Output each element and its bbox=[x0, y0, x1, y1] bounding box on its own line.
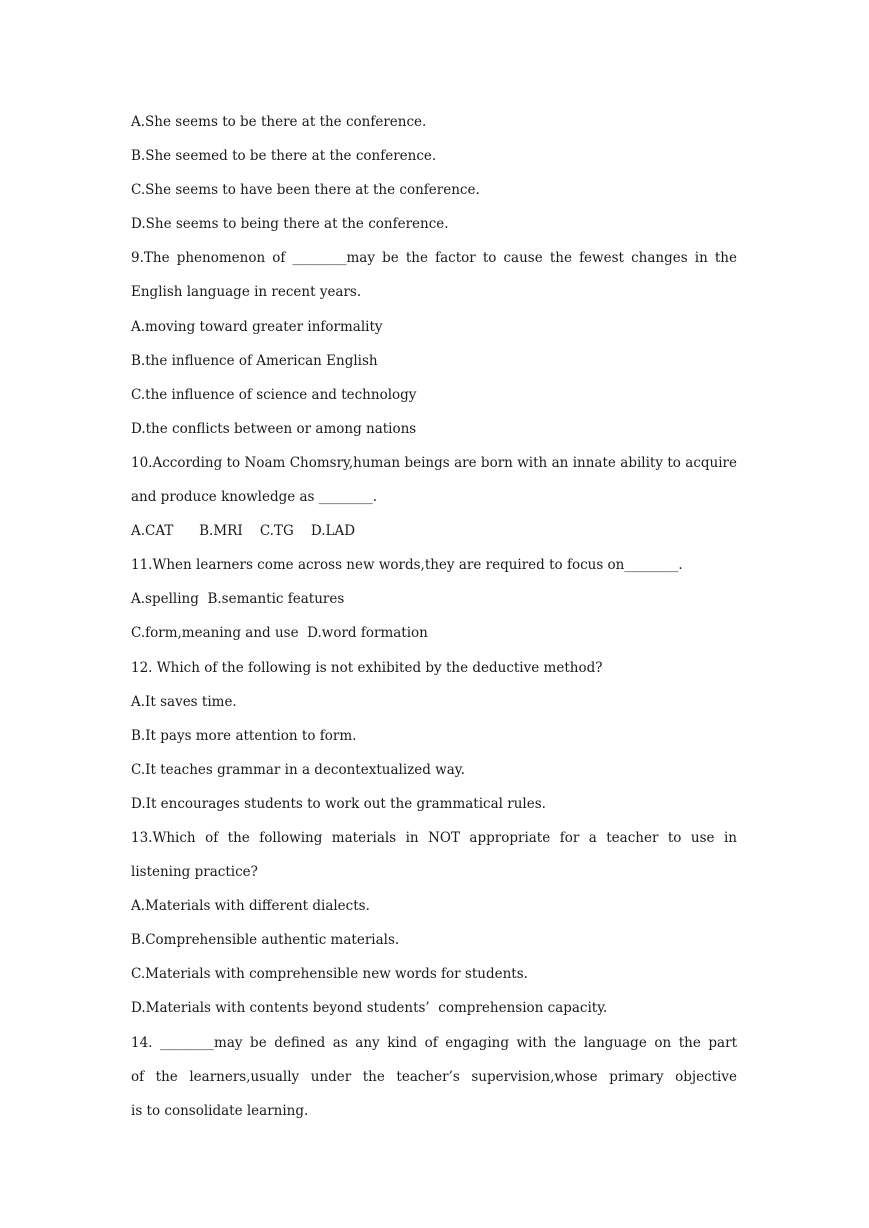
text-line: B.She seemed to be there at the conference. bbox=[131, 148, 437, 165]
text-line: listening practice? bbox=[131, 864, 258, 881]
text-line: C.the influence of science and technology bbox=[131, 386, 417, 403]
text-line: 12. Which of the following is not exhibited by the deductive method? bbox=[131, 659, 603, 676]
text-line: A.moving toward greater informality bbox=[131, 318, 383, 335]
document-body bbox=[131, 112, 737, 1135]
text-line: D.She seems to being there at the conference. bbox=[131, 216, 449, 233]
text-line: D.Materials with contents beyond students’ comprehension capacity. bbox=[131, 1000, 608, 1017]
text-line: A.It saves time. bbox=[131, 693, 237, 710]
text-line: English language in recent years. bbox=[131, 284, 362, 301]
text-line: A.Materials with different dialects. bbox=[131, 898, 370, 915]
text-line: 11.When learners come across new words,they are required to focus on________. bbox=[131, 557, 683, 574]
text-line: 9.The phenomenon of ________may be the factor to cause the fewest changes in the bbox=[131, 250, 737, 267]
text-line: B.Comprehensible authentic materials. bbox=[131, 932, 400, 949]
text-line: C.It teaches grammar in a decontextualized way. bbox=[131, 761, 465, 778]
text-line: C.She seems to have been there at the conference. bbox=[131, 182, 480, 199]
text-line: 13.Which of the following materials in NOT appropriate for a teacher to use in bbox=[131, 829, 737, 846]
text-line: 14. ________may be defined as any kind of engaging with the language on the part bbox=[131, 1034, 737, 1051]
text-line: A.spelling B.semantic features bbox=[131, 591, 345, 608]
text-line: 10.According to Noam Chomsry,human beings are born with an innate ability to acquire bbox=[131, 454, 737, 471]
text-line: A.She seems to be there at the conference. bbox=[131, 114, 427, 130]
text-line: D.It encourages students to work out the grammatical rules. bbox=[131, 795, 546, 812]
text-line: C.Materials with comprehensible new words for students. bbox=[131, 966, 528, 983]
text-line: is to consolidate learning. bbox=[131, 1102, 309, 1119]
text-line: of the learners,usually under the teacher’s supervision,whose primary objective bbox=[131, 1068, 737, 1085]
text-line: C.form,meaning and use D.word formation bbox=[131, 625, 428, 642]
text-line: B.the influence of American English bbox=[131, 352, 378, 369]
text-line: B.It pays more attention to form. bbox=[131, 727, 357, 744]
text-line: and produce knowledge as ________. bbox=[131, 489, 378, 506]
text-line: A.CAT B.MRI C.TG D.LAD bbox=[131, 523, 356, 540]
text-line: D.the conflicts between or among nations bbox=[131, 420, 417, 437]
